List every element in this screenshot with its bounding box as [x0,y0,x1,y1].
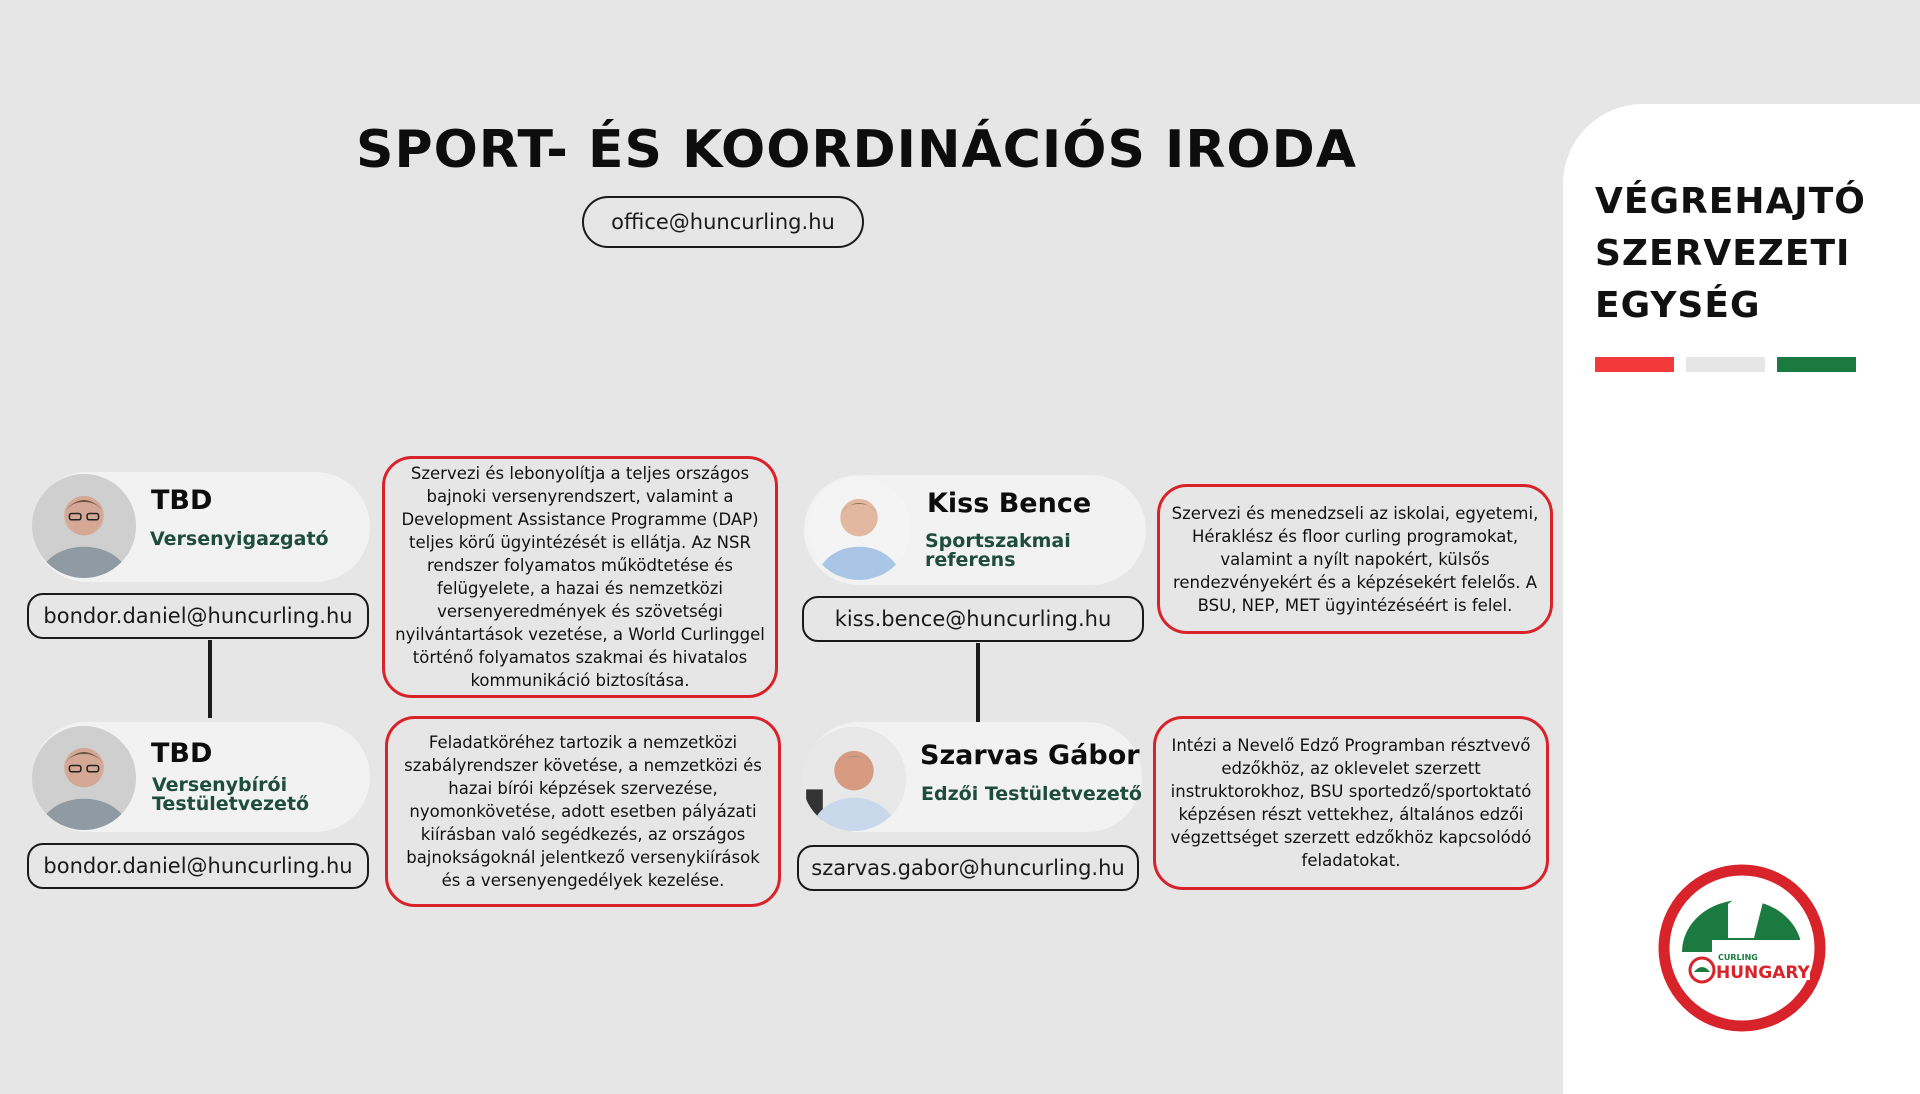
side-title-line: SZERVEZETI [1595,233,1851,274]
person-role: Sportszakmai referens [925,530,1071,571]
person-photo-icon [807,476,911,580]
person-email[interactable]: bondor.daniel@huncurling.hu [27,593,369,639]
connector-line [976,643,980,723]
person-role: Edzői Testületvezető [921,783,1142,805]
description-box: Szervezi és menedzseli az iskolai, egyetemi, Héraklész és floor curling programokat, valamint a nyílt napokért, külsős rendezvényekért és a képzésekért felelős. A BSU, NEP, MET ügyintézéséért is felel. [1157,484,1553,634]
side-title [1595,176,1866,332]
office-email[interactable]: office@huncurling.hu [582,196,864,248]
person-photo-icon [32,726,136,830]
avatar [32,474,136,578]
person-role: Versenyigazgató [150,528,329,550]
person-role: Versenybírói Testületvezető [152,774,310,815]
connector-line [208,640,212,718]
avatar [32,726,136,830]
flag-stripe-red [1595,357,1674,372]
side-title-line: VÉGREHAJTÓ [1595,181,1866,222]
logo-text-small: CURLING [1718,953,1758,962]
curling-hungary-logo [1658,864,1826,1032]
person-name: Kiss Bence [927,488,1092,519]
side-panel [1563,104,1920,1094]
page-title: SPORT- ÉS KOORDINÁCIÓS IRODA [356,120,1358,180]
avatar [807,476,911,580]
person-email[interactable]: szarvas.gabor@huncurling.hu [797,845,1139,891]
flag-stripe-green [1777,357,1856,372]
flag-stripe-white [1686,357,1765,372]
person-name: TBD [151,485,213,516]
description-box: Intézi a Nevelő Edző Programban résztvevő edzőkhöz, az oklevelet szerzett instruktorokhoz, BSU sportedző/sportoktató képzésen részt vettekhez, általános edzői végzettséget szerzett edzőkhöz kapcsolódó feladatokat. [1153,716,1549,890]
description-box: Feladatköréhez tartozik a nemzetközi szabályrendszer követése, a nemzetközi és hazai bírói képzések szervezése, nyomonkövetése, adott esetben pályázati kiírásban való segédkezés, az országos bajnokságoknál jelentkező versenykiírások és a versenyengedélyek kezelése. [385,716,781,907]
person-name: Szarvas Gábor [920,740,1140,771]
person-photo-icon [802,727,906,831]
avatar [802,727,906,831]
description-box: Szervezi és lebonyolítja a teljes országos bajnoki versenyrendszert, valamint a Development Assistance Programme (DAP) teljes körű ügyintézését is ellátja. Az NSR rendszer folyamatos működtetése és felügyelete, a hazai és nemzetközi versenyeredmények és szövetségi nyilvántartások vezetése, a World Curlinggel történő folyamatos szakmai és hivatalos kommunikáció biztosítása. [382,456,778,698]
person-name: TBD [151,738,213,769]
person-photo-icon [32,474,136,578]
person-email[interactable]: kiss.bence@huncurling.hu [802,596,1144,642]
logo-text-big: HUNGARY [1716,963,1810,983]
person-email[interactable]: bondor.daniel@huncurling.hu [27,843,369,889]
side-title-line: EGYSÉG [1595,285,1761,326]
